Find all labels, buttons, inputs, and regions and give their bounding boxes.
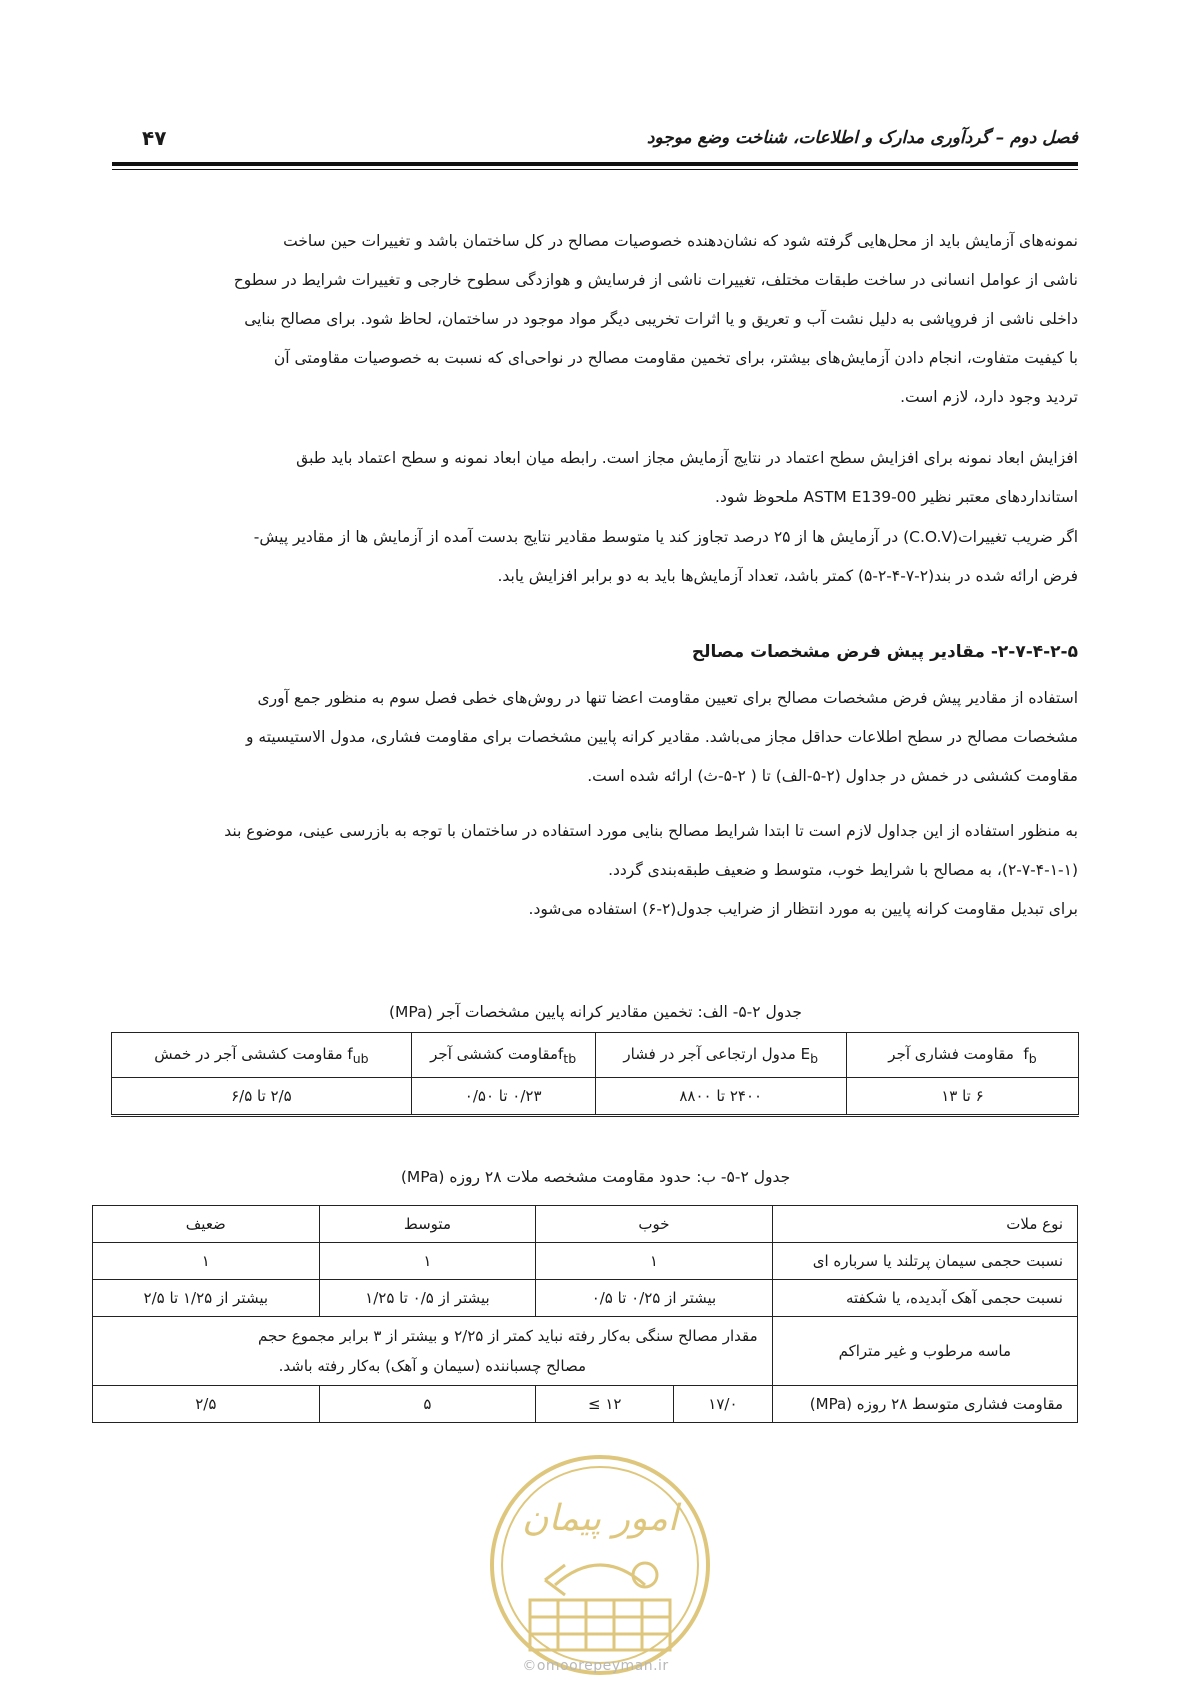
text-line: استانداردهای معتبر نظیر ASTM E139-00 ملحوظ شود.: [715, 488, 1078, 506]
table-header-cell: $f_b$ مقاومت فشاری آجر: [846, 1033, 1078, 1078]
table-cell: بیشتر از ۱/۲۵ تا ۲/۵: [93, 1280, 320, 1317]
table-a-caption: جدول ۲-۵- الف: تخمین مقادیر کرانه پایین مشخصات آجر (MPa): [388, 1003, 802, 1021]
table-row: [93, 1317, 1078, 1386]
text-line: تردید وجود دارد، لازم است.: [900, 388, 1078, 406]
table-cell: ماسه مرطوب و غیر متراکم: [772, 1317, 1077, 1386]
table-cell: ۲/۵: [93, 1386, 320, 1423]
table-header-cell: $E_b$ مدول ارتجاعی آجر در فشار: [595, 1033, 846, 1078]
table-header-cell: نوع ملات: [772, 1206, 1077, 1243]
table-cell: ۱۲ ≥: [536, 1386, 674, 1423]
stamp-text: امور پیمان: [522, 1498, 678, 1539]
table-cell: ۶ تا ۱۳: [846, 1078, 1078, 1116]
table-cell: بیشتر از ۰/۵ تا ۱/۲۵: [319, 1280, 536, 1317]
text-line: برای تبدیل مقاومت کرانه پایین به مورد انتظار از ضرایب جدول(۲-۶) استفاده می‌شود.: [528, 900, 1078, 918]
note-line: مصالح چسباننده (سیمان و آهک) به‌کار رفته باشد.: [278, 1357, 586, 1375]
text-line: نمونه‌های آزمایش باید از محل‌هایی گرفته شود که نشان‌دهنده خصوصیات مصالح در کل ساختمان باشد و تغییرات حین ساخت: [283, 232, 1078, 250]
table-header-row: [93, 1206, 1078, 1243]
table-header-cell: $f_{tb}مقاومت$ کششی آجر: [411, 1033, 595, 1078]
table-a-brick-properties: [111, 1032, 1079, 1117]
chapter-title: فصل دوم – گردآوری مدارک و اطلاعات، شناخت وضع موجود: [646, 128, 1078, 148]
table-cell-note: [93, 1317, 773, 1386]
table-cell: ۱: [319, 1243, 536, 1280]
paragraph-cov: [112, 518, 1078, 596]
table-cell: ۲/۵ تا ۶/۵: [112, 1078, 412, 1116]
watermark-stamp-logo: [485, 1450, 715, 1680]
paragraph-tables-usage: [112, 812, 1078, 929]
table-row: [93, 1280, 1078, 1317]
section-heading: ۲-۷-۴-۲-۵- مقادیر پیش فرض مشخصات مصالح: [691, 642, 1078, 662]
table-b-caption: جدول ۲-۵- ب: حدود مقاومت مشخصه ملات ۲۸ روزه (MPa): [400, 1168, 791, 1186]
table-header-row: [112, 1033, 1079, 1078]
running-header: [112, 128, 1078, 152]
table-header-cell: متوسط: [319, 1206, 536, 1243]
table-cell: نسبت حجمی سیمان پرتلند یا سرباره ای: [772, 1243, 1077, 1280]
table-cell: مقاومت فشاری متوسط ۲۸ روزه (MPa): [772, 1386, 1077, 1423]
paragraph-sampling: [112, 222, 1078, 417]
text-line: افزایش ابعاد نمونه برای افزایش سطح اعتماد در نتایج آزمایش مجاز است. رابطه میان ابعاد نمونه و سطح اعتماد باید طبق: [296, 449, 1078, 467]
copyright-icon: ©: [522, 1658, 537, 1674]
watermark-url: ©omoorepeyman.ir: [522, 1658, 669, 1674]
paragraph-sample-size: [112, 439, 1078, 517]
header-rule-thick: [112, 162, 1078, 166]
text-line: مشخصات مصالح در سطح اطلاعات حداقل مجاز می‌باشد. مقادیر کرانه پایین مشخصات برای مقاومت فشاری، مدول الاستیسیته و: [245, 728, 1078, 746]
table-b-mortar-strength: [92, 1205, 1078, 1423]
table-header-cell: $f_{ub}$ مقاومت کششی آجر در خمش: [112, 1033, 412, 1078]
table-cell: ۱: [536, 1243, 772, 1280]
text-line: (۲-۷-۴-۱-۱)، به مصالح با شرایط خوب، متوسط و ضعیف طبقه‌بندی گردد.: [608, 861, 1078, 879]
paragraph-default-values: [112, 679, 1078, 796]
table-header-cell: خوب: [536, 1206, 772, 1243]
text-line: فرض ارائه شده در بند(۲-۷-۴-۲-۵) کمتر باشد، تعداد آزمایش‌ها باید به دو برابر افزایش یابد.: [497, 567, 1078, 585]
text-line: داخلی ناشی از فروپاشی به دلیل نشت آب و تعریق و یا اثرات تخریبی دیگر مواد موجود در ساختمان، لحاظ شود. برای مصالح بنایی: [244, 310, 1078, 328]
table-cell: ۲۴۰۰ تا ۸۸۰۰: [595, 1078, 846, 1116]
table-header-cell: ضعیف: [93, 1206, 320, 1243]
text-line: اگر ضریب تغییرات(C.O.V) در آزمایش ها از ۲۵ درصد تجاوز کند یا متوسط مقادیر نتایج بدست آمده از آزمایش ها از مقادیر پیش-: [253, 528, 1078, 546]
table-cell: ۵: [319, 1386, 536, 1423]
table-row: [93, 1386, 1078, 1423]
table-cell: ۰/۲۳ تا ۰/۵۰: [411, 1078, 595, 1116]
table-row: [93, 1243, 1078, 1280]
table-cell: ۱: [93, 1243, 320, 1280]
table-cell: بیشتر از ۰/۲۵ تا ۰/۵: [536, 1280, 772, 1317]
note-line: مقدار مصالح سنگی به‌کار رفته نباید کمتر از ۲/۲۵ و بیشتر از ۳ برابر مجموع حجم: [258, 1327, 758, 1345]
text-line: با کیفیت متفاوت، انجام دادن آزمایش‌های بیشتر، برای تخمین مقاومت مصالح در نواحی‌ای که نسبت به خصوصیات مقاومتی آن: [273, 349, 1078, 367]
table-cell: ۱۷/۰: [674, 1386, 773, 1423]
page-number: ۴۷: [142, 126, 167, 150]
text-line: به منظور استفاده از این جداول لازم است تا ابتدا شرایط مصالح بنایی مورد استفاده در ساختمان با توجه به بازرسی عینی، موضوع بند: [224, 822, 1078, 840]
text-line: استفاده از مقادیر پیش فرض مشخصات مصالح برای تعیین مقاومت اعضا تنها در روش‌های خطی فصل سوم به منظور جمع آوری: [257, 689, 1078, 707]
text-line: ناشی از عوامل انسانی در ساخت طبقات مختلف، تغییرات ناشی از فرسایش و هوازدگی سطوح خارجی و تغییرات شرایط در سطوح: [233, 271, 1078, 289]
table-row: [112, 1078, 1079, 1116]
text-line: مقاومت کششی در خمش در جداول (۲-۵-الف) تا ( ۲-۵-ث) ارائه شده است.: [587, 767, 1078, 785]
header-rule-thin: [112, 169, 1078, 170]
table-cell: نسبت حجمی آهک آبدیده، یا شکفته: [772, 1280, 1077, 1317]
